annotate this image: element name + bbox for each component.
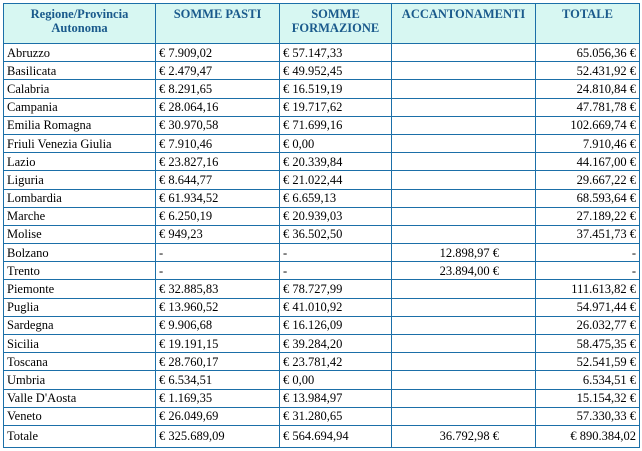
cell-totale: 44.167,00 € [536, 153, 640, 171]
cell-totale: 15.154,32 € [536, 389, 640, 407]
table-row [4, 171, 640, 189]
cell-totale: 65.056,36 € [536, 44, 640, 62]
cell-accantonamenti [392, 80, 536, 98]
cell-accantonamenti [392, 298, 536, 316]
header-region: Regione/Provincia Autonoma [4, 4, 156, 44]
cell-accantonamenti [392, 62, 536, 80]
cell-accantonamenti [392, 116, 536, 134]
cell-formazione: € 20.339,84 [280, 153, 392, 171]
table-row [4, 80, 640, 98]
cell-region: Bolzano [4, 244, 156, 262]
cell-region: Campania [4, 98, 156, 116]
cell-formazione: € 21.022,44 [280, 171, 392, 189]
cell-region: Liguria [4, 171, 156, 189]
cell-accantonamenti [392, 335, 536, 353]
cell-pasti: € 6.534,51 [156, 371, 280, 389]
cell-accantonamenti [392, 316, 536, 334]
header-row [4, 4, 640, 44]
cell-region: Lombardia [4, 189, 156, 207]
cell-pasti: € 7.910,46 [156, 134, 280, 152]
cell-pasti: € 26.049,69 [156, 407, 280, 425]
table-row [4, 98, 640, 116]
cell-region: Lazio [4, 153, 156, 171]
table-row [4, 244, 640, 262]
cell-region: Sicilia [4, 335, 156, 353]
cell-formazione: € 16.519,19 [280, 80, 392, 98]
cell-accantonamenti [392, 225, 536, 243]
table-row [4, 353, 640, 371]
cell-pasti: € 2.479,47 [156, 62, 280, 80]
cell-formazione: € 0,00 [280, 371, 392, 389]
cell-formazione: € 20.939,03 [280, 207, 392, 225]
total-cell-totale: € 890.384,02 [536, 425, 640, 447]
cell-formazione: € 23.781,42 [280, 353, 392, 371]
cell-accantonamenti [392, 353, 536, 371]
cell-accantonamenti [392, 207, 536, 225]
cell-formazione: € 36.502,50 [280, 225, 392, 243]
total-cell-region: Totale [4, 425, 156, 447]
cell-totale: 47.781,78 € [536, 98, 640, 116]
header-accantonamenti: ACCANTONAMENTI [392, 4, 536, 44]
cell-pasti: € 8.644,77 [156, 171, 280, 189]
cell-region: Veneto [4, 407, 156, 425]
cell-totale: 24.810,84 € [536, 80, 640, 98]
cell-formazione: € 49.952,45 [280, 62, 392, 80]
cell-accantonamenti [392, 189, 536, 207]
cell-totale: 58.475,35 € [536, 335, 640, 353]
cell-region: Molise [4, 225, 156, 243]
cell-pasti: € 8.291,65 [156, 80, 280, 98]
cell-pasti: € 6.250,19 [156, 207, 280, 225]
table-row [4, 189, 640, 207]
cell-totale: - [536, 262, 640, 280]
cell-formazione: € 39.284,20 [280, 335, 392, 353]
cell-formazione: € 6.659,13 [280, 189, 392, 207]
cell-totale: 29.667,22 € [536, 171, 640, 189]
table-row [4, 389, 640, 407]
cell-accantonamenti [392, 153, 536, 171]
cell-accantonamenti [392, 98, 536, 116]
cell-region: Sardegna [4, 316, 156, 334]
cell-totale: 102.669,74 € [536, 116, 640, 134]
cell-region: Piemonte [4, 280, 156, 298]
table-row [4, 335, 640, 353]
cell-totale: 57.330,33 € [536, 407, 640, 425]
cell-formazione: € 16.126,09 [280, 316, 392, 334]
cell-formazione: - [280, 244, 392, 262]
cell-pasti: € 32.885,83 [156, 280, 280, 298]
cell-formazione: - [280, 262, 392, 280]
cell-region: Friuli Venezia Giulia [4, 134, 156, 152]
table-body [4, 44, 640, 448]
header-pasti: SOMME PASTI [156, 4, 280, 44]
cell-pasti: € 28.064,16 [156, 98, 280, 116]
cell-region: Puglia [4, 298, 156, 316]
cell-pasti: € 28.760,17 [156, 353, 280, 371]
cell-region: Emilia Romagna [4, 116, 156, 134]
cell-region: Trento [4, 262, 156, 280]
cell-formazione: € 31.280,65 [280, 407, 392, 425]
cell-totale: 111.613,82 € [536, 280, 640, 298]
cell-pasti: € 1.169,35 [156, 389, 280, 407]
cell-totale: - [536, 244, 640, 262]
cell-totale: 54.971,44 € [536, 298, 640, 316]
cell-formazione: € 78.727,99 [280, 280, 392, 298]
cell-region: Marche [4, 207, 156, 225]
table-row [4, 134, 640, 152]
cell-pasti: € 19.191,15 [156, 335, 280, 353]
table-row [4, 316, 640, 334]
table-row [4, 407, 640, 425]
table-row [4, 153, 640, 171]
total-cell-accantonamenti: 36.792,98 € [392, 425, 536, 447]
cell-pasti: € 23.827,16 [156, 153, 280, 171]
table-container [3, 3, 639, 448]
table-row [4, 62, 640, 80]
cell-region: Toscana [4, 353, 156, 371]
cell-totale: 6.534,51 € [536, 371, 640, 389]
cell-pasti: € 30.970,58 [156, 116, 280, 134]
cell-totale: 52.541,59 € [536, 353, 640, 371]
cell-pasti: € 13.960,52 [156, 298, 280, 316]
cell-formazione: € 57.147,33 [280, 44, 392, 62]
cell-region: Umbria [4, 371, 156, 389]
funds-table [3, 3, 640, 448]
cell-totale: 27.189,22 € [536, 207, 640, 225]
table-row [4, 371, 640, 389]
cell-pasti: - [156, 262, 280, 280]
cell-accantonamenti [392, 407, 536, 425]
cell-accantonamenti [392, 371, 536, 389]
cell-accantonamenti: 23.894,00 € [392, 262, 536, 280]
cell-formazione: € 71.699,16 [280, 116, 392, 134]
cell-accantonamenti [392, 44, 536, 62]
table-row [4, 207, 640, 225]
cell-formazione: € 13.984,97 [280, 389, 392, 407]
cell-totale: 26.032,77 € [536, 316, 640, 334]
cell-accantonamenti [392, 134, 536, 152]
cell-totale: 68.593,64 € [536, 189, 640, 207]
cell-totale: 37.451,73 € [536, 225, 640, 243]
table-row [4, 116, 640, 134]
cell-totale: 52.431,92 € [536, 62, 640, 80]
header-totale: TOTALE [536, 4, 640, 44]
total-cell-formazione: € 564.694,94 [280, 425, 392, 447]
cell-accantonamenti [392, 171, 536, 189]
cell-pasti: € 61.934,52 [156, 189, 280, 207]
cell-formazione: € 41.010,92 [280, 298, 392, 316]
cell-region: Basilicata [4, 62, 156, 80]
cell-pasti: € 9.906,68 [156, 316, 280, 334]
cell-pasti: € 949,23 [156, 225, 280, 243]
cell-pasti: € 7.909,02 [156, 44, 280, 62]
cell-formazione: € 19.717,62 [280, 98, 392, 116]
cell-region: Calabria [4, 80, 156, 98]
table-row [4, 280, 640, 298]
table-row [4, 225, 640, 243]
total-cell-pasti: € 325.689,09 [156, 425, 280, 447]
cell-region: Abruzzo [4, 44, 156, 62]
header-formazione: SOMME FORMAZIONE [280, 4, 392, 44]
cell-region: Valle D'Aosta [4, 389, 156, 407]
table-row [4, 298, 640, 316]
total-row [4, 425, 640, 447]
cell-accantonamenti [392, 280, 536, 298]
cell-accantonamenti: 12.898,97 € [392, 244, 536, 262]
table-row [4, 44, 640, 62]
cell-accantonamenti [392, 389, 536, 407]
cell-totale: 7.910,46 € [536, 134, 640, 152]
cell-pasti: - [156, 244, 280, 262]
table-row [4, 262, 640, 280]
cell-formazione: € 0,00 [280, 134, 392, 152]
